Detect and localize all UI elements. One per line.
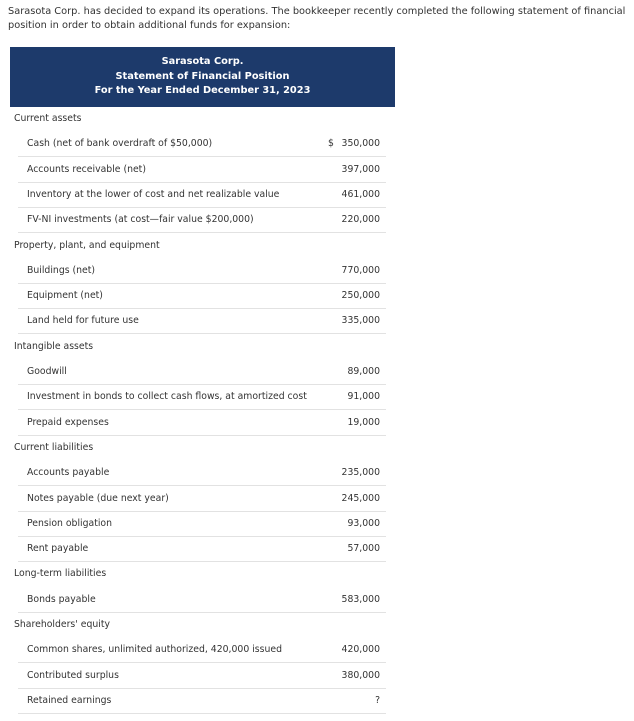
section-heading bbox=[0, 234, 634, 259]
line-item bbox=[0, 259, 634, 284]
line-item bbox=[0, 537, 634, 562]
line-item-amount: 335,000 bbox=[341, 315, 380, 327]
company-name: Sarasota Corp. bbox=[161, 56, 244, 68]
line-item bbox=[0, 664, 634, 689]
line-item-label: Prepaid expenses bbox=[27, 416, 109, 428]
line-item bbox=[0, 461, 634, 486]
line-item-amount: 420,000 bbox=[341, 644, 380, 656]
line-item-amount: 235,000 bbox=[341, 467, 380, 479]
line-item bbox=[0, 360, 634, 385]
line-item-label: Accounts receivable (net) bbox=[27, 163, 146, 175]
line-item-label: Cash (net of bank overdraft of $50,000) bbox=[27, 138, 213, 150]
line-item-amount: 380,000 bbox=[341, 669, 380, 681]
line-item-amount: 91,000 bbox=[347, 391, 380, 403]
line-item-label: Common shares, unlimited authorized, 420,000 issued bbox=[27, 644, 282, 656]
section-heading bbox=[0, 107, 634, 132]
line-item-label: Pension obligation bbox=[27, 517, 113, 529]
line-item-label: FV-NI investments (at cost—fair value $200,000) bbox=[27, 214, 254, 226]
intro-text: Sarasota Corp. has decided to expand its operations. The bookkeeper recently completed the following statement of financial position in order to obtain additional funds for expansion: bbox=[8, 6, 626, 31]
line-item-label: Investment in bonds to collect cash flows, at amortized cost bbox=[27, 391, 307, 403]
line-item-amount: 397,000 bbox=[341, 163, 380, 175]
section-label: Property, plant, and equipment bbox=[14, 239, 160, 251]
line-item-amount: 250,000 bbox=[341, 290, 380, 302]
line-item-label: Contributed surplus bbox=[27, 669, 119, 681]
line-item bbox=[0, 183, 634, 208]
line-item bbox=[0, 132, 634, 157]
line-item bbox=[0, 588, 634, 613]
statement-title: Statement of Financial Position bbox=[115, 70, 290, 82]
line-item-label: Rent payable bbox=[27, 543, 89, 555]
line-item-amount: 461,000 bbox=[341, 188, 380, 200]
line-item-amount: 89,000 bbox=[347, 366, 380, 377]
line-item-label: Goodwill bbox=[27, 366, 67, 377]
section-heading bbox=[0, 613, 634, 638]
line-item-amount: 770,000 bbox=[341, 264, 380, 276]
line-item bbox=[0, 411, 634, 436]
line-item bbox=[0, 689, 634, 714]
line-item-amount: 583,000 bbox=[341, 593, 380, 605]
line-item bbox=[0, 487, 634, 512]
section-heading bbox=[0, 335, 634, 360]
line-item-label: Buildings (net) bbox=[27, 264, 96, 276]
line-item-label: Equipment (net) bbox=[27, 290, 103, 302]
section-label: Long-term liabilities bbox=[14, 568, 107, 580]
line-item bbox=[0, 385, 634, 410]
line-item bbox=[0, 638, 634, 663]
statement-header bbox=[10, 47, 395, 107]
section-heading bbox=[0, 436, 634, 461]
statement-period: For the Year Ended December 31, 2023 bbox=[94, 85, 311, 97]
line-item bbox=[0, 158, 634, 183]
line-item-label: Accounts payable bbox=[27, 467, 110, 479]
line-item-amount: 57,000 bbox=[347, 543, 380, 555]
line-item bbox=[0, 512, 634, 537]
section-heading bbox=[0, 562, 634, 587]
line-item-amount: 93,000 bbox=[347, 517, 380, 529]
line-item-amount: 19,000 bbox=[347, 416, 380, 428]
line-item bbox=[0, 309, 634, 334]
section-label: Current assets bbox=[14, 113, 82, 124]
line-item-label: Bonds payable bbox=[27, 593, 96, 605]
line-item-label: Retained earnings bbox=[27, 694, 112, 706]
section-label: Shareholders' equity bbox=[14, 619, 111, 630]
line-item-amount: 350,000 bbox=[341, 138, 380, 150]
line-item bbox=[0, 208, 634, 233]
line-item bbox=[0, 284, 634, 309]
currency-symbol: $ bbox=[328, 138, 334, 150]
section-label: Current liabilities bbox=[14, 441, 94, 453]
line-item-label: Inventory at the lower of cost and net realizable value bbox=[27, 188, 280, 200]
line-item-amount: 245,000 bbox=[341, 492, 380, 504]
line-item-label: Land held for future use bbox=[27, 315, 139, 327]
section-label: Intangible assets bbox=[14, 340, 94, 352]
line-item-amount: ? bbox=[375, 694, 380, 706]
line-item-amount: 220,000 bbox=[341, 214, 380, 226]
line-item-label: Notes payable (due next year) bbox=[27, 492, 169, 504]
